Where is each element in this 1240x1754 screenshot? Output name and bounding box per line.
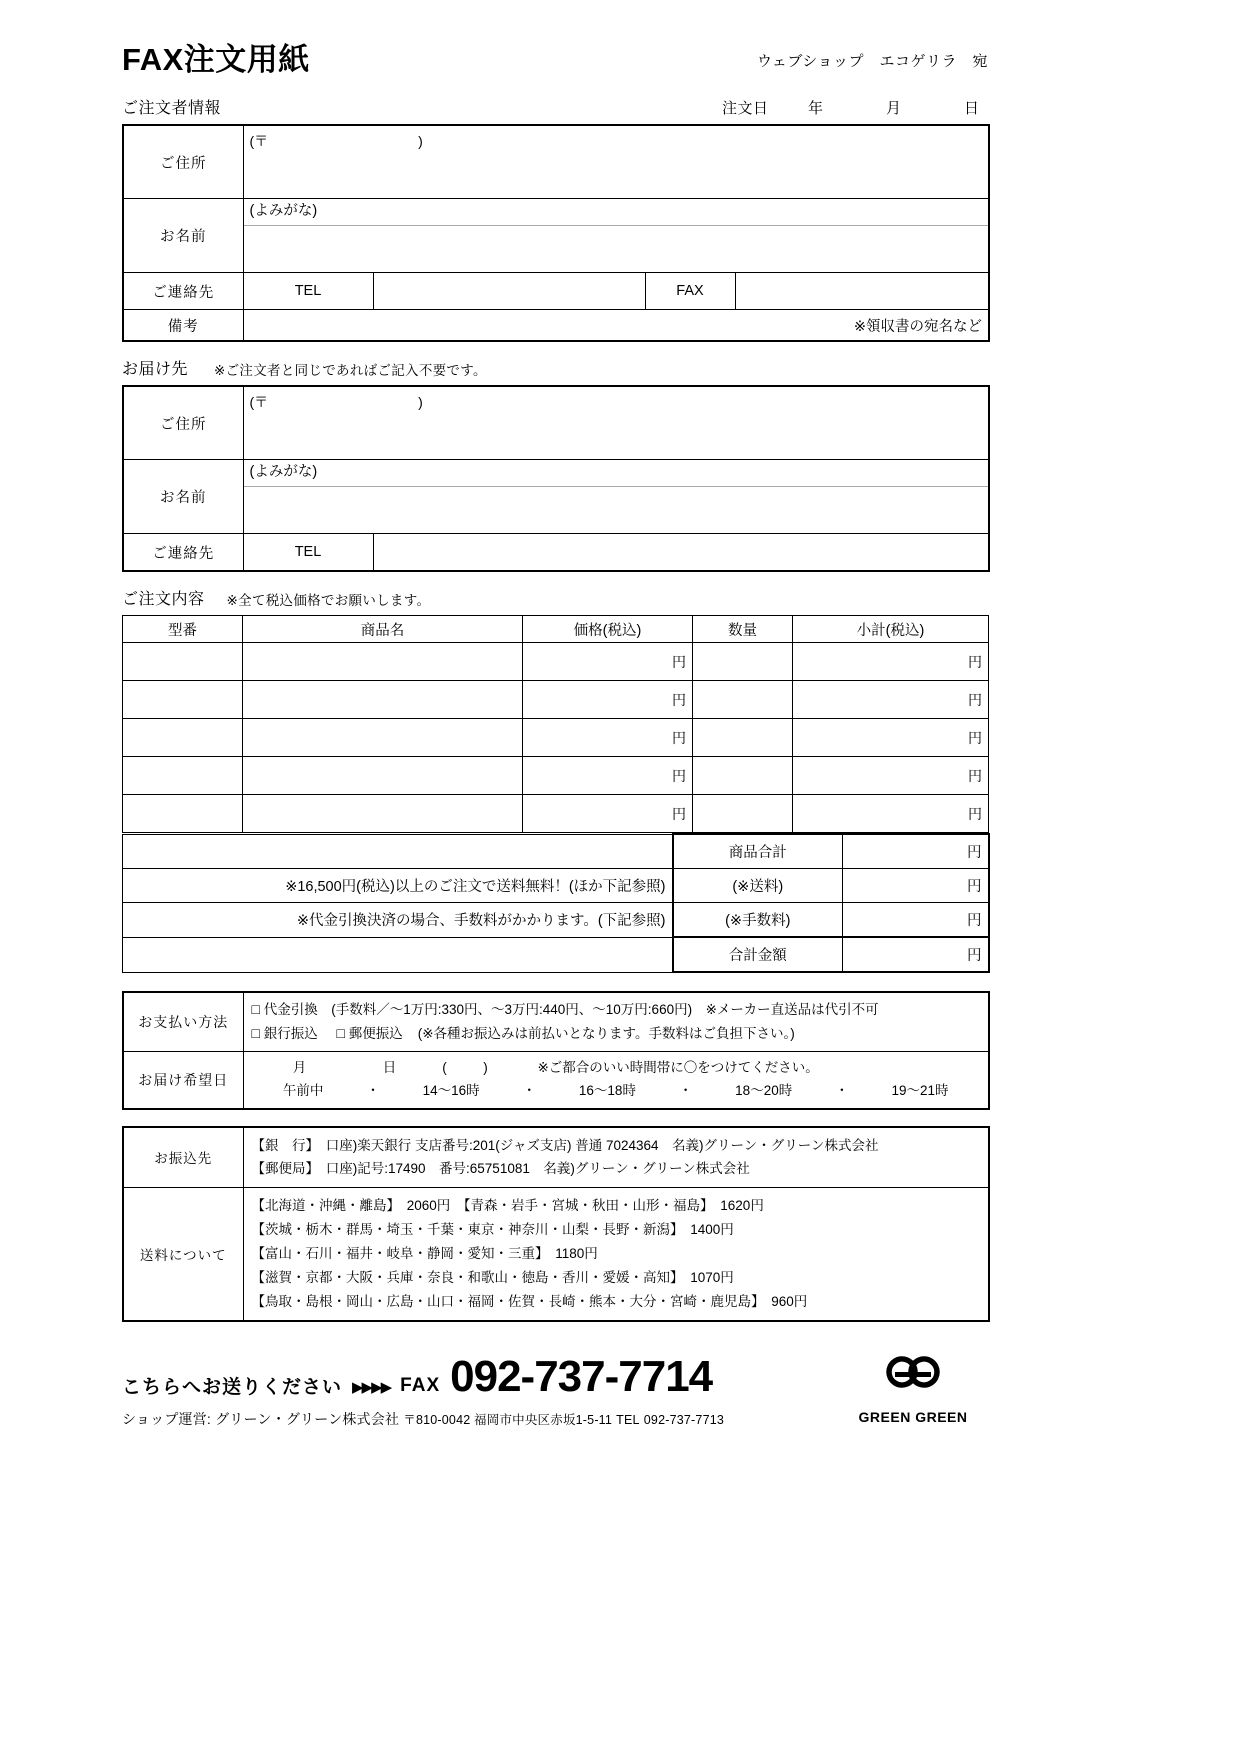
delivery-name-label: お名前 xyxy=(123,460,243,534)
totals-row-shipping xyxy=(123,869,989,903)
time-slot-16-18[interactable]: 16～18時 xyxy=(578,1082,636,1098)
orderer-table xyxy=(122,124,990,342)
orderer-contact-label: ご連絡先 xyxy=(123,273,243,310)
cell-model[interactable] xyxy=(123,719,243,757)
bank-transfer-checkbox[interactable]: □ xyxy=(251,1024,260,1041)
orderer-address-input[interactable] xyxy=(243,125,989,199)
bank-line-post: 【郵便局】 口座)記号:17490 番号:65751081 名義)グリーン・グリーン株式会社 xyxy=(251,1161,750,1177)
weekday-paren-open: ( xyxy=(442,1059,447,1075)
table-row xyxy=(123,795,989,833)
bank-details xyxy=(243,1127,989,1188)
orderer-tel-label: TEL xyxy=(243,273,373,310)
logo-text: GREEN GREEN xyxy=(858,1409,968,1426)
delivery-name-row xyxy=(123,487,989,534)
shipping-label: 送料について xyxy=(123,1188,243,1322)
footer-fax-label: FAX xyxy=(400,1375,441,1397)
bank-row xyxy=(123,1127,989,1188)
order-table-header-row xyxy=(123,616,989,643)
column-header-qty: 数量 xyxy=(693,616,793,643)
bank-transfer-label: 銀行振込 xyxy=(263,1025,318,1041)
shop-address: 〒810-0042 福岡市中央区赤坂1-5-11 xyxy=(403,1413,613,1428)
order-section-note: ※全て税込価格でお願いします。 xyxy=(226,593,431,608)
slot-separator: ・ xyxy=(522,1082,537,1098)
cod-label: 代金引換 (手数料／～1万円:330円、～3万円:440円、～10万円:660円) ※メーカー直送品は代引不可 xyxy=(263,1002,879,1017)
green-green-logo-icon xyxy=(867,1346,959,1402)
delivery-address-row xyxy=(123,386,989,460)
shop-tel-label: TEL xyxy=(616,1413,640,1428)
cell-qty[interactable] xyxy=(693,643,793,681)
slot-separator: ・ xyxy=(835,1082,849,1098)
orderer-name-input[interactable] xyxy=(243,226,989,273)
totals-label-shipping: (※送料) xyxy=(673,869,843,903)
orderer-tel-input[interactable] xyxy=(373,273,645,310)
order-items-table xyxy=(122,615,989,833)
totals-row-fee xyxy=(123,903,989,938)
order-date-label: 注文日 xyxy=(722,100,769,117)
cod-checkbox[interactable]: □ xyxy=(251,1001,260,1017)
delivery-name-input[interactable] xyxy=(243,487,989,534)
time-slot-14-16[interactable]: 14～16時 xyxy=(422,1082,480,1098)
desired-time-note: ※ご都合のいい時間帯に〇をつけてください。 xyxy=(537,1059,819,1075)
delivery-address-label: ご住所 xyxy=(123,386,243,460)
delivery-yomigana-row xyxy=(123,460,989,487)
totals-value-fee[interactable]: 円 xyxy=(843,903,989,938)
orderer-contact-row xyxy=(123,273,989,310)
payment-transfer-line xyxy=(252,1022,981,1046)
orderer-name-row xyxy=(123,226,989,273)
table-row xyxy=(123,719,989,757)
cell-price[interactable]: 円 xyxy=(523,681,693,719)
orderer-address-label: ご住所 xyxy=(123,125,243,199)
shop-name: グリーン・グリーン株式会社 xyxy=(215,1411,400,1428)
orderer-section-header xyxy=(122,95,988,118)
footer-fax-number: 092-737-7714 xyxy=(450,1352,713,1402)
footer-left xyxy=(122,1352,838,1429)
desired-date-line xyxy=(252,1057,981,1080)
cell-price[interactable]: 円 xyxy=(523,795,693,833)
shipping-row xyxy=(123,1188,989,1322)
shipping-line-1: 【北海道・沖縄・離島】 2060円 【青森・岩手・宮城・秋田・山形・福島】 1620円 xyxy=(251,1198,764,1213)
document-header xyxy=(122,0,988,75)
orderer-name-label: お名前 xyxy=(123,199,243,273)
cell-qty[interactable] xyxy=(693,719,793,757)
send-here-label: こちらへお送りください xyxy=(122,1377,343,1399)
shipping-line-3: 【富山・石川・福井・岐阜・静岡・愛知・三重】 1180円 xyxy=(251,1246,598,1262)
totals-spacer xyxy=(123,937,673,972)
order-date-row xyxy=(722,97,988,118)
cell-price[interactable]: 円 xyxy=(523,719,693,757)
cell-subtotal[interactable]: 円 xyxy=(793,719,989,757)
cell-qty[interactable] xyxy=(693,757,793,795)
delivery-address-input[interactable] xyxy=(243,386,989,460)
order-date-year[interactable]: 年 xyxy=(808,100,824,117)
cell-product[interactable] xyxy=(243,681,523,719)
order-note-free-shipping: ※16,500円(税込)以上のご注文で送料無料！(ほか下記参照) xyxy=(123,869,673,903)
orderer-remarks-input[interactable]: ※領収書の宛名など xyxy=(243,310,989,342)
cell-subtotal[interactable]: 円 xyxy=(793,795,989,833)
totals-row-grand xyxy=(123,937,989,972)
postal-transfer-label: 郵便振込 xyxy=(348,1025,403,1041)
payment-method-row xyxy=(123,992,989,1051)
bank-line-bank: 【銀 行】 口座)楽天銀行 支店番号:201(ジャズ支店) 普通 7024364 名義)グリーン・グリーン株式会社 xyxy=(251,1137,879,1153)
desired-month[interactable]: 月 xyxy=(292,1059,307,1075)
orderer-remarks-label: 備考 xyxy=(123,310,243,342)
delivery-tel-label: TEL xyxy=(243,534,373,572)
order-totals-table xyxy=(122,833,990,973)
column-header-price: 価格(税込) xyxy=(523,616,693,643)
order-section-title: ご注文内容 xyxy=(122,591,205,608)
cell-model[interactable] xyxy=(123,757,243,795)
table-row xyxy=(123,643,989,681)
column-header-model: 型番 xyxy=(123,616,243,643)
cell-product[interactable] xyxy=(243,643,523,681)
order-section-header xyxy=(122,586,988,609)
totals-label-product: 商品合計 xyxy=(673,834,843,869)
column-header-product: 商品名 xyxy=(243,616,523,643)
delivery-zip: (〒 ) xyxy=(249,394,423,410)
delivery-contact-label: ご連絡先 xyxy=(123,534,243,572)
desired-date-fields xyxy=(243,1051,989,1108)
delivery-section-header xyxy=(122,356,988,379)
fax-send-row xyxy=(122,1352,838,1402)
table-row xyxy=(123,757,989,795)
cell-product[interactable] xyxy=(243,795,523,833)
page-title: FAX注文用紙 xyxy=(122,42,310,77)
totals-label-grand: 合計金額 xyxy=(673,937,843,972)
cell-qty[interactable] xyxy=(693,681,793,719)
cell-subtotal[interactable]: 円 xyxy=(793,757,989,795)
payment-cod-line xyxy=(252,998,981,1022)
cell-qty[interactable] xyxy=(693,795,793,833)
orderer-remarks-row xyxy=(123,310,989,342)
orderer-section-title: ご注文者情報 xyxy=(122,100,222,117)
shop-tel: 092-737-7713 xyxy=(643,1413,725,1428)
totals-value-product[interactable]: 円 xyxy=(843,834,989,869)
desired-date-label: お届け希望日 xyxy=(123,1051,243,1108)
totals-row-product xyxy=(123,834,989,869)
payment-method-label: お支払い方法 xyxy=(123,992,243,1051)
orderer-zip: (〒 ) xyxy=(249,133,423,149)
cell-subtotal[interactable]: 円 xyxy=(793,643,989,681)
order-note-cod-fee: ※代金引換決済の場合、手数料がかかります。(下記参照) xyxy=(123,903,673,938)
cell-product[interactable] xyxy=(243,757,523,795)
cell-model[interactable] xyxy=(123,643,243,681)
bank-label: お振込先 xyxy=(123,1127,243,1188)
company-logo xyxy=(838,1346,988,1429)
order-date-month[interactable]: 月 xyxy=(886,100,902,117)
weekday-paren-close[interactable]: ) xyxy=(483,1059,488,1075)
delivery-contact-row xyxy=(123,534,989,572)
delivery-yomigana-input[interactable]: (よみがな) xyxy=(243,460,989,487)
order-date-day[interactable]: 日 xyxy=(964,100,980,117)
orderer-yomigana-input[interactable]: (よみがな) xyxy=(243,199,989,226)
time-slot-18-20[interactable]: 18～20時 xyxy=(735,1082,793,1098)
shipping-details xyxy=(243,1188,989,1322)
cell-subtotal[interactable]: 円 xyxy=(793,681,989,719)
cell-model[interactable] xyxy=(123,795,243,833)
desired-date-row xyxy=(123,1051,989,1108)
cell-model[interactable] xyxy=(123,681,243,719)
orderer-yomigana-row xyxy=(123,199,989,226)
time-slot-morning[interactable]: 午前中 xyxy=(282,1082,324,1098)
shipping-line-4: 【滋賀・京都・大阪・兵庫・奈良・和歌山・徳島・香川・愛媛・高知】 1070円 xyxy=(251,1270,734,1286)
column-header-subtotal: 小計(税込) xyxy=(793,616,989,643)
table-row xyxy=(123,681,989,719)
shipping-line-2: 【茨城・栃木・群馬・埼玉・千葉・東京・神奈川・山梨・長野・新潟】 1400円 xyxy=(251,1222,734,1238)
delivery-tel-input[interactable] xyxy=(373,534,989,572)
time-slot-19-21[interactable]: 19～21時 xyxy=(891,1082,949,1098)
orderer-fax-input[interactable] xyxy=(735,273,989,310)
document-footer xyxy=(122,1346,988,1429)
totals-value-grand[interactable]: 円 xyxy=(843,937,989,972)
arrow-right-icon: ▶▶▶▶ xyxy=(352,1379,391,1397)
delivery-section-title: お届け先 xyxy=(122,361,189,378)
postal-transfer-checkbox[interactable]: □ xyxy=(336,1024,345,1041)
shop-info-line xyxy=(122,1409,838,1429)
delivery-table xyxy=(122,385,990,572)
cell-price[interactable]: 円 xyxy=(523,757,693,795)
desired-day[interactable]: 日 xyxy=(382,1059,397,1075)
totals-spacer xyxy=(123,834,673,869)
transfer-note: (※各種お振込みは前払いとなります。手数料はご負担下さい。) xyxy=(417,1025,795,1041)
totals-label-fee: (※手数料) xyxy=(673,903,843,938)
orderer-fax-label: FAX xyxy=(645,273,735,310)
shipping-line-5: 【鳥取・島根・岡山・広島・山口・福岡・佐賀・長崎・熊本・大分・宮崎・鹿児島】 960円 xyxy=(251,1294,808,1310)
payment-method-options xyxy=(243,992,989,1051)
shop-prefix: ショップ運営: xyxy=(122,1411,212,1428)
delivery-section-note: ※ご注文者と同じであればご記入不要です。 xyxy=(214,363,487,378)
totals-value-shipping[interactable]: 円 xyxy=(843,869,989,903)
slot-separator: ・ xyxy=(678,1082,693,1098)
bank-shipping-table xyxy=(122,1126,990,1322)
cell-price[interactable]: 円 xyxy=(523,643,693,681)
slot-separator: ・ xyxy=(366,1082,380,1098)
cell-product[interactable] xyxy=(243,719,523,757)
delivery-time-slots xyxy=(252,1080,981,1103)
addressee: ウェブショップ エコゲリラ 宛 xyxy=(756,53,988,70)
orderer-address-row xyxy=(123,125,989,199)
payment-table xyxy=(122,991,990,1110)
